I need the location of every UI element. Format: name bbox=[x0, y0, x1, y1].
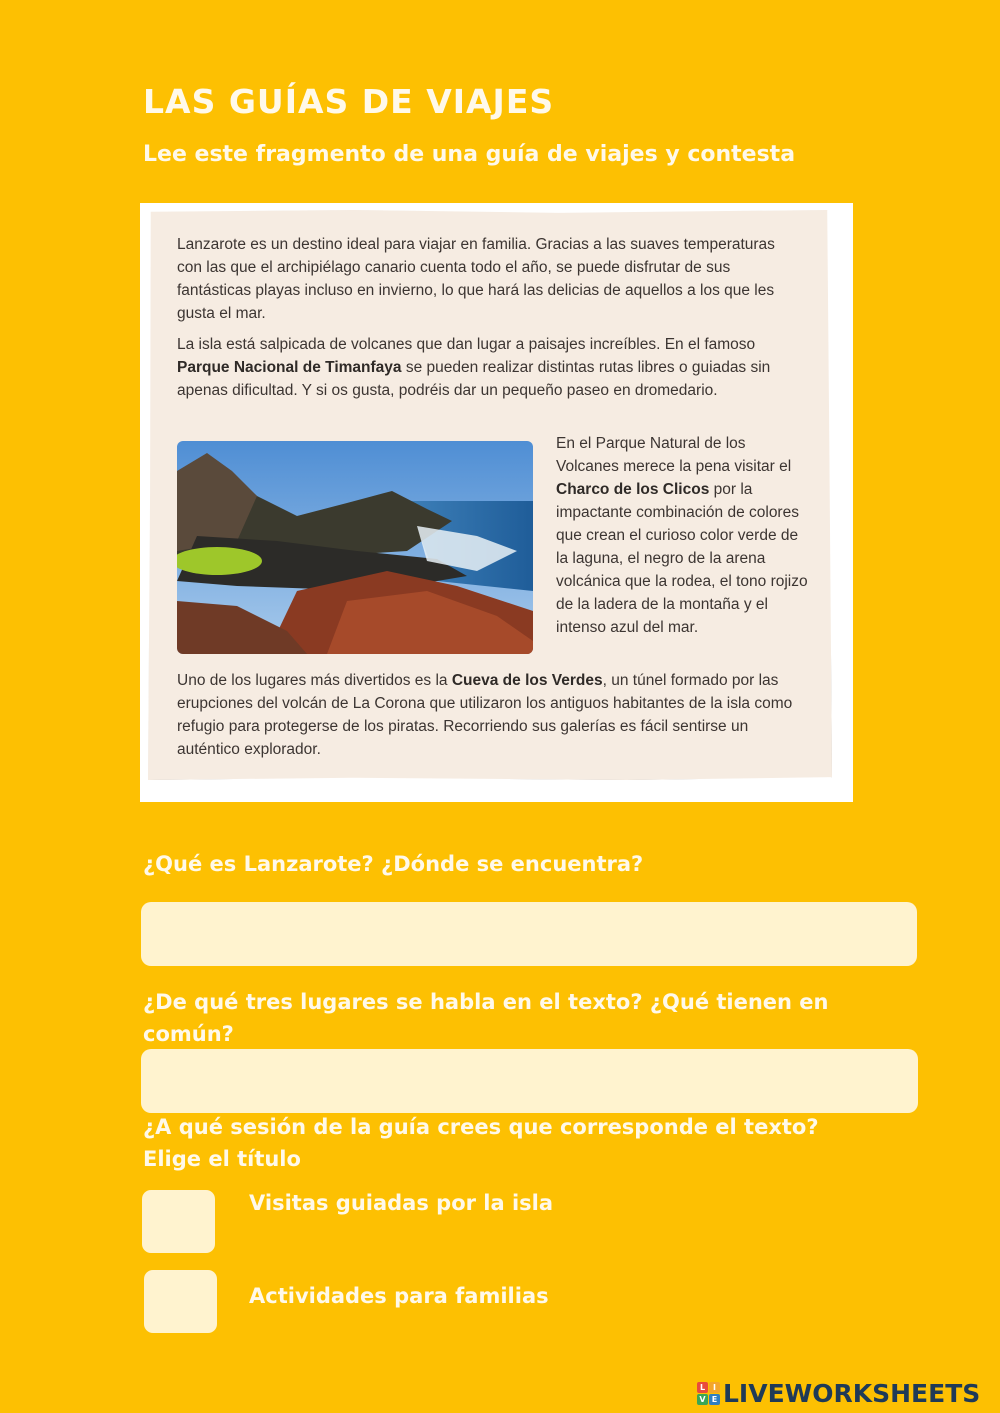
highlight-cueva-de-los-verdes: Cueva de los Verdes bbox=[451, 672, 603, 689]
reading-paragraph-3 bbox=[556, 432, 811, 639]
reading-paragraph-1: Lanzarote es un destino ideal para viajar en familia. Gracias a las suaves temperaturas con las que el archipiélago canario cuenta todo el año, se puede disfrutar de sus fantásticas playas incluso en invierno, lo que hará las delicias de aquellos a los que les gusta el mar. bbox=[177, 236, 775, 322]
instructions: Lee este fragmento de una guía de viajes y contesta bbox=[143, 142, 796, 167]
option-checkbox-family-activities[interactable] bbox=[144, 1270, 217, 1333]
landscape-image bbox=[177, 441, 533, 654]
logo-letter: L bbox=[697, 1382, 708, 1393]
question-2: ¿De qué tres lugares se habla en el texto? ¿Qué tienen en común? bbox=[143, 990, 829, 1046]
reading-text: Uno de los lugares más divertidos es la bbox=[177, 672, 452, 689]
logo-letter: I bbox=[709, 1382, 720, 1393]
reading-text: La isla está salpicada de volcanes que dan lugar a paisajes increíbles. En el famoso bbox=[177, 336, 756, 353]
brand-name: LIVEWORKSHEETS bbox=[723, 1378, 981, 1408]
reading-text: En el Parque Natural de los Volcanes merece la pena visitar el bbox=[556, 435, 792, 475]
option-label-family-activities: Actividades para familias bbox=[249, 1284, 549, 1308]
reading-paragraph-4 bbox=[177, 669, 807, 761]
liveworksheets-logo bbox=[697, 1378, 980, 1408]
reading-paragraph-2 bbox=[177, 333, 802, 402]
logo-letter: E bbox=[709, 1394, 720, 1405]
answer-input-1[interactable] bbox=[141, 902, 917, 966]
logo-icon bbox=[697, 1382, 720, 1405]
answer-input-2[interactable] bbox=[141, 1049, 918, 1113]
question-1: ¿Qué es Lanzarote? ¿Dónde se encuentra? bbox=[143, 852, 644, 876]
option-label-guided-tours: Visitas guiadas por la isla bbox=[249, 1191, 554, 1215]
reading-text: por la impactante combinación de colores que crean el curioso color verde de la laguna, el negro de la arena volcánica que la rodea, el tono rojizo de la ladera de la montaña y el intenso azul del mar. bbox=[556, 481, 808, 636]
charco-de-los-clicos-photo bbox=[177, 441, 533, 654]
page-title: LAS GUÍAS DE VIAJES bbox=[143, 82, 555, 121]
highlight-timanfaya: Parque Nacional de Timanfaya bbox=[177, 359, 402, 376]
reading-text: , un túnel formado por las erupciones del volcán de La Corona que utilizaron los antiguos habitantes de la isla como refugio para protegerse de los piratas. Recorriendo sus galerías es fácil sentirse un auténtico explorador. bbox=[177, 672, 793, 758]
logo-letter: V bbox=[697, 1394, 708, 1405]
highlight-charco-de-los-clicos: Charco de los Clicos bbox=[556, 481, 710, 498]
reading-text: se pueden realizar distintas rutas libres o guiadas sin apenas dificultad. Y si os gusta, podréis dar un pequeño paseo en dromedario. bbox=[177, 359, 771, 399]
question-3: ¿A qué sesión de la guía crees que corresponde el texto? Elige el título bbox=[143, 1115, 819, 1171]
option-checkbox-guided-tours[interactable] bbox=[142, 1190, 215, 1253]
